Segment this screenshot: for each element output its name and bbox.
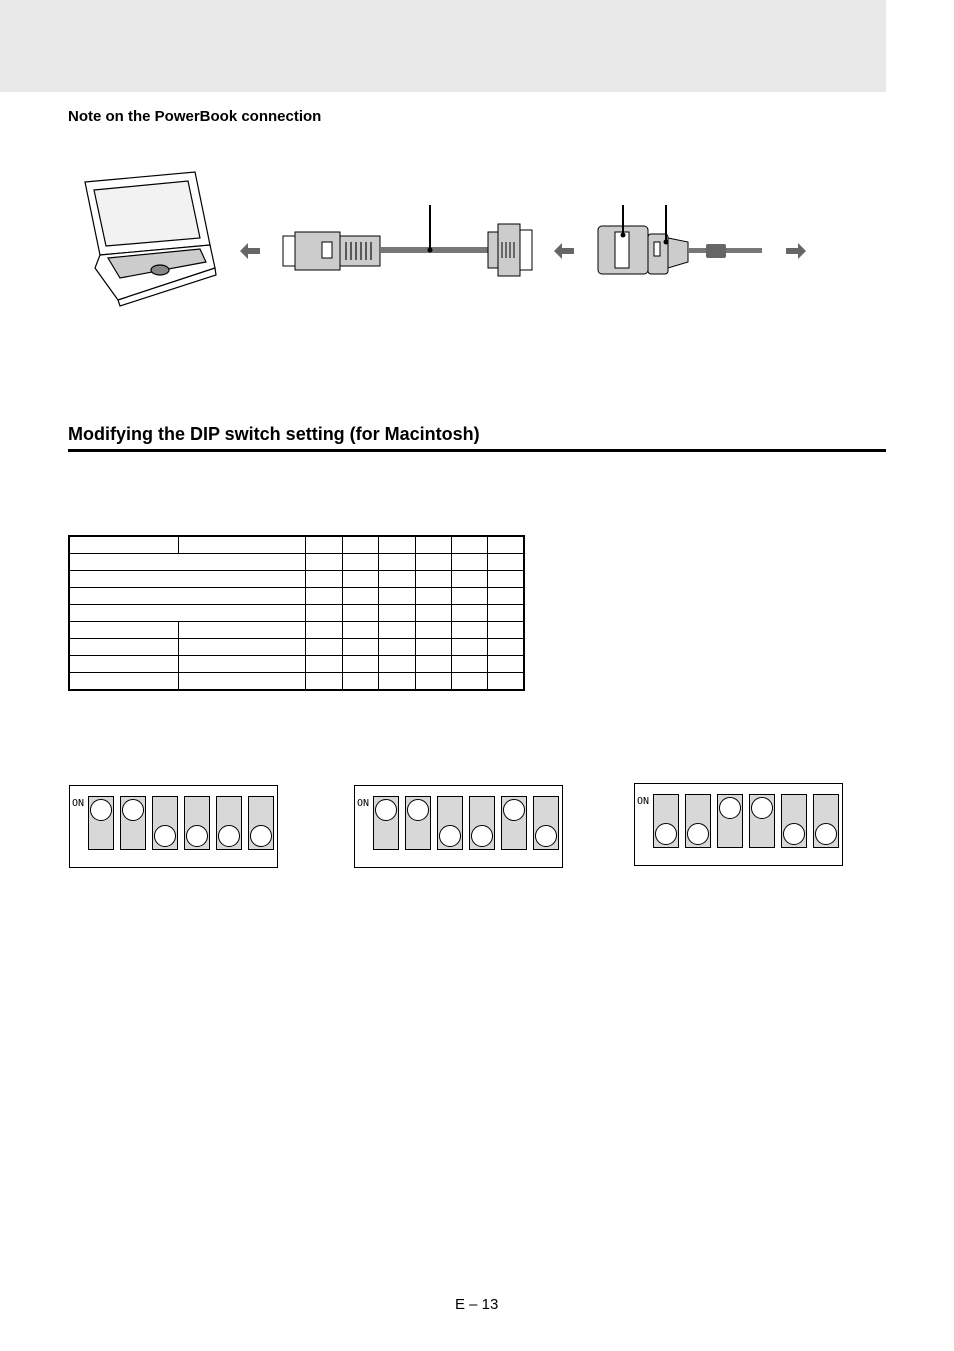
dip-switch-2 <box>120 796 146 850</box>
dip-switch-5 <box>781 794 807 848</box>
dip-switch-knob <box>783 823 805 845</box>
dip-switch-knob <box>503 799 525 821</box>
table-row <box>69 622 524 639</box>
dip-switch-knob <box>655 823 677 845</box>
section-title: Modifying the DIP switch setting (for Macintosh) <box>68 424 480 444</box>
dip-switch-2 <box>405 796 431 850</box>
dip-switch-diagram-1 <box>69 785 278 868</box>
table-row <box>69 588 524 605</box>
dip-switch-1 <box>653 794 679 848</box>
table-row <box>69 554 524 571</box>
dip-switch-knob <box>186 825 208 847</box>
dip-switch-knob <box>375 799 397 821</box>
dip-switch-4 <box>184 796 210 850</box>
table-row <box>69 673 524 691</box>
dip-switch-2 <box>685 794 711 848</box>
dip-settings-table <box>68 535 525 691</box>
powerbook-connection-illustration <box>70 160 820 310</box>
dip-switch-3 <box>717 794 743 848</box>
dip-switch-knob <box>535 825 557 847</box>
cable-line <box>380 247 490 253</box>
mini-din-connector-icon <box>283 232 380 270</box>
table-row <box>69 571 524 588</box>
dip-switch-knob <box>154 825 176 847</box>
dip-on-label: ON <box>637 796 650 807</box>
dip-switch-knob <box>687 823 709 845</box>
dip-switch-knob <box>218 825 240 847</box>
dip-switch-knob <box>815 823 837 845</box>
dip-switch-knob <box>407 799 429 821</box>
powerbook-laptop-icon <box>85 172 216 306</box>
dip-switch-knob <box>751 797 773 819</box>
table-row <box>69 605 524 622</box>
dip-switch-diagram-3 <box>634 783 843 866</box>
dip-switch-diagram-2 <box>354 785 563 868</box>
dip-switch-4 <box>469 796 495 850</box>
dip-switch-1 <box>373 796 399 850</box>
adapter-connector-icon <box>598 226 688 274</box>
arrow-right-icon <box>786 243 806 259</box>
dip-switch-knob <box>439 825 461 847</box>
dip-switch-4 <box>749 794 775 848</box>
table-row <box>69 639 524 656</box>
dip-switch-5 <box>501 796 527 850</box>
dip-switch-knob <box>250 825 272 847</box>
table-row <box>69 656 524 673</box>
table-row <box>69 536 524 554</box>
dip-on-label: ON <box>357 798 370 809</box>
dip-switch-knob <box>719 797 741 819</box>
dip-switch-6 <box>813 794 839 848</box>
page-number: E – 13 <box>455 1296 499 1313</box>
section-rule <box>68 449 886 452</box>
dip-switch-1 <box>88 796 114 850</box>
dsub-connector-icon <box>488 224 532 276</box>
dip-switch-knob <box>122 799 144 821</box>
note-title: Note on the PowerBook connection <box>68 108 322 125</box>
arrow-left-icon <box>240 243 260 259</box>
dip-on-label: ON <box>72 798 85 809</box>
dip-switch-knob <box>90 799 112 821</box>
dip-switch-3 <box>152 796 178 850</box>
dip-switch-6 <box>248 796 274 850</box>
dip-switch-5 <box>216 796 242 850</box>
dip-switch-knob <box>471 825 493 847</box>
dip-switch-6 <box>533 796 559 850</box>
arrow-left-icon <box>554 243 574 259</box>
dip-switch-3 <box>437 796 463 850</box>
header-band <box>0 0 886 92</box>
